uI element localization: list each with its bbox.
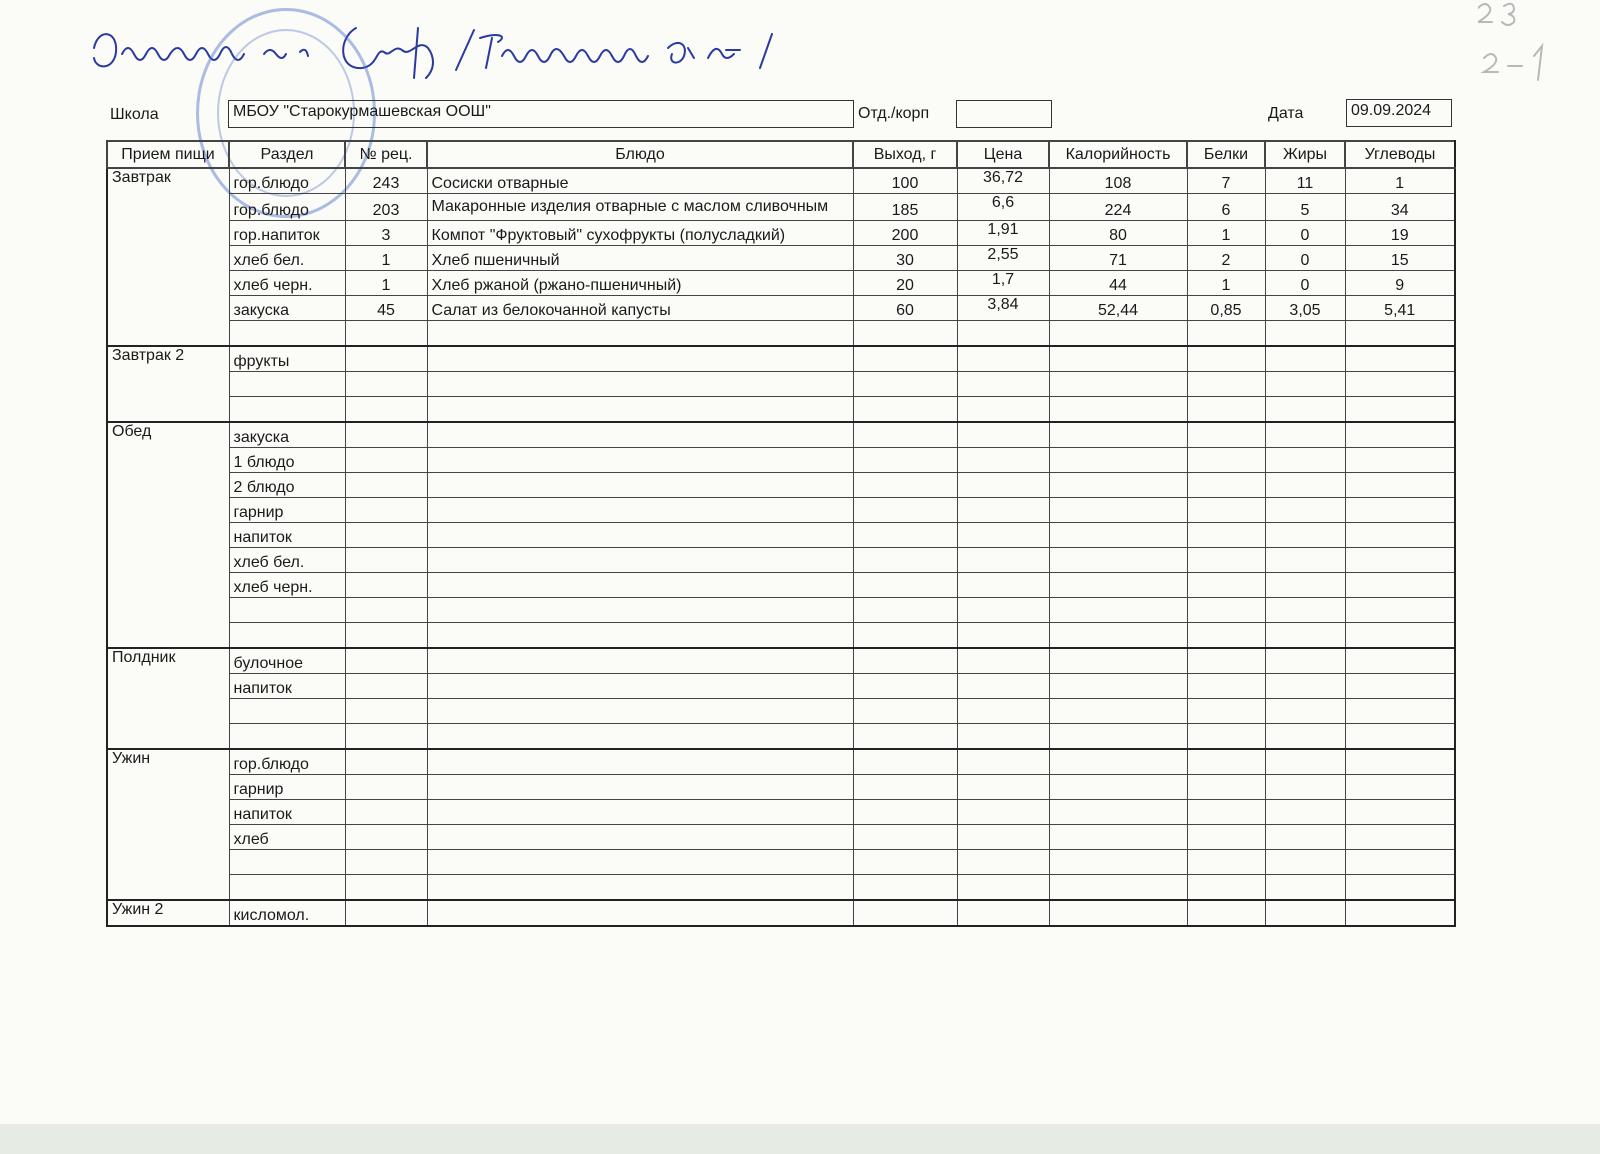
cell-price: 36,72	[957, 168, 1049, 194]
table-row	[107, 271, 1455, 296]
corner-handwritten-marks	[1478, 0, 1578, 90]
date-label: Дата	[1268, 105, 1304, 122]
scan-bottom-edge	[0, 1124, 1600, 1154]
cell-carbs: 15	[1345, 246, 1455, 271]
cell-protein: 0,85	[1187, 296, 1265, 321]
table-row	[107, 900, 1455, 926]
cell-recipe: 3	[345, 221, 427, 246]
cell-kcal: 44	[1049, 271, 1187, 296]
cell-section: булочное	[229, 648, 345, 674]
cell-carbs: 34	[1345, 194, 1455, 221]
cell-kcal: 224	[1049, 194, 1187, 221]
col-carbs: Углеводы	[1345, 141, 1455, 168]
table-row	[107, 296, 1455, 321]
cell-section: 1 блюдо	[229, 448, 345, 473]
cell-recipe: 45	[345, 296, 427, 321]
cell-recipe: 203	[345, 194, 427, 221]
col-fat: Жиры	[1265, 141, 1345, 168]
cell-section: 2 блюдо	[229, 473, 345, 498]
cell-yield: 60	[853, 296, 957, 321]
cell-price: 2,55	[957, 246, 1049, 271]
table-row	[107, 749, 1455, 775]
table-row	[107, 168, 1455, 194]
meal-dinner2: Ужин 2	[107, 900, 229, 926]
cell-section: напиток	[229, 800, 345, 825]
cell-section: гор.напиток	[229, 221, 345, 246]
cell-section: напиток	[229, 523, 345, 548]
cell-dish: Салат из белокочанной капусты	[427, 296, 853, 321]
cell-fat: 5	[1265, 194, 1345, 221]
dept-label: Отд./корп	[858, 105, 930, 122]
table-row	[107, 194, 1455, 221]
table-row	[107, 221, 1455, 246]
cell-dish: Компот "Фруктовый" сухофрукты (полусладкий)	[427, 221, 853, 246]
cell-protein: 1	[1187, 221, 1265, 246]
cell-carbs: 5,41	[1345, 296, 1455, 321]
table-row	[107, 422, 1455, 448]
cell-recipe: 1	[345, 271, 427, 296]
col-kcal: Калорийность	[1049, 141, 1187, 168]
cell-section: гор.блюдо	[229, 194, 345, 221]
col-price: Цена	[957, 141, 1049, 168]
cell-section: кисломол.	[229, 900, 345, 926]
cell-carbs: 19	[1345, 221, 1455, 246]
cell-yield: 200	[853, 221, 957, 246]
cell-price: 1,91	[957, 221, 1049, 246]
table-row	[107, 246, 1455, 271]
cell-fat: 11	[1265, 168, 1345, 194]
table-row	[107, 346, 1455, 372]
school-name-field: МБОУ "Старокурмашевская ООШ"	[228, 100, 854, 128]
cell-price: 3,84	[957, 296, 1049, 321]
cell-fat: 0	[1265, 246, 1345, 271]
cell-price: 1,7	[957, 271, 1049, 296]
cell-price: 6,6	[957, 194, 1049, 221]
cell-section: гор.блюдо	[229, 749, 345, 775]
cell-dish: Хлеб ржаной (ржано-пшеничный)	[427, 271, 853, 296]
meal-breakfast2: Завтрак 2	[107, 346, 229, 422]
cell-yield: 100	[853, 168, 957, 194]
cell-protein: 6	[1187, 194, 1265, 221]
cell-section: гарнир	[229, 498, 345, 523]
table-row	[107, 648, 1455, 674]
col-dish: Блюдо	[427, 141, 853, 168]
dept-field	[956, 100, 1052, 128]
date-field: 09.09.2024	[1346, 99, 1452, 127]
cell-section: хлеб бел.	[229, 548, 345, 573]
meal-snack: Полдник	[107, 648, 229, 749]
meal-breakfast: Завтрак	[107, 168, 229, 346]
cell-section: напиток	[229, 674, 345, 699]
cell-recipe: 1	[345, 246, 427, 271]
cell-recipe: 243	[345, 168, 427, 194]
cell-fat: 0	[1265, 271, 1345, 296]
cell-section: хлеб	[229, 825, 345, 850]
cell-kcal: 80	[1049, 221, 1187, 246]
col-protein: Белки	[1187, 141, 1265, 168]
cell-kcal: 52,44	[1049, 296, 1187, 321]
col-meal: Прием пищи	[107, 141, 229, 168]
cell-carbs: 1	[1345, 168, 1455, 194]
cell-dish: Сосиски отварные	[427, 168, 853, 194]
cell-section: закуска	[229, 296, 345, 321]
cell-kcal: 108	[1049, 168, 1187, 194]
cell-fat: 3,05	[1265, 296, 1345, 321]
cell-protein: 2	[1187, 246, 1265, 271]
cell-kcal: 71	[1049, 246, 1187, 271]
cell-section: фрукты	[229, 346, 345, 372]
cell-protein: 1	[1187, 271, 1265, 296]
cell-fat: 0	[1265, 221, 1345, 246]
cell-dish: Макаронные изделия отварные с маслом сливочным	[427, 194, 853, 221]
meal-dinner: Ужин	[107, 749, 229, 900]
cell-yield: 185	[853, 194, 957, 221]
col-yield: Выход, г	[853, 141, 957, 168]
cell-section: хлеб черн.	[229, 573, 345, 598]
cell-section: хлеб бел.	[229, 246, 345, 271]
cell-protein: 7	[1187, 168, 1265, 194]
cell-section: закуска	[229, 422, 345, 448]
table-row	[107, 321, 1455, 347]
cell-section: хлеб черн.	[229, 271, 345, 296]
col-recipe: № рец.	[345, 141, 427, 168]
col-section: Раздел	[229, 141, 345, 168]
cell-section: гарнир	[229, 775, 345, 800]
cell-yield: 30	[853, 246, 957, 271]
cell-yield: 20	[853, 271, 957, 296]
cell-dish: Хлеб пшеничный	[427, 246, 853, 271]
meal-lunch: Обед	[107, 422, 229, 648]
cell-carbs: 9	[1345, 271, 1455, 296]
header-row	[107, 141, 1455, 168]
cell-section: гор.блюдо	[229, 168, 345, 194]
menu-table	[106, 140, 1456, 927]
school-label: Школа	[110, 106, 159, 123]
